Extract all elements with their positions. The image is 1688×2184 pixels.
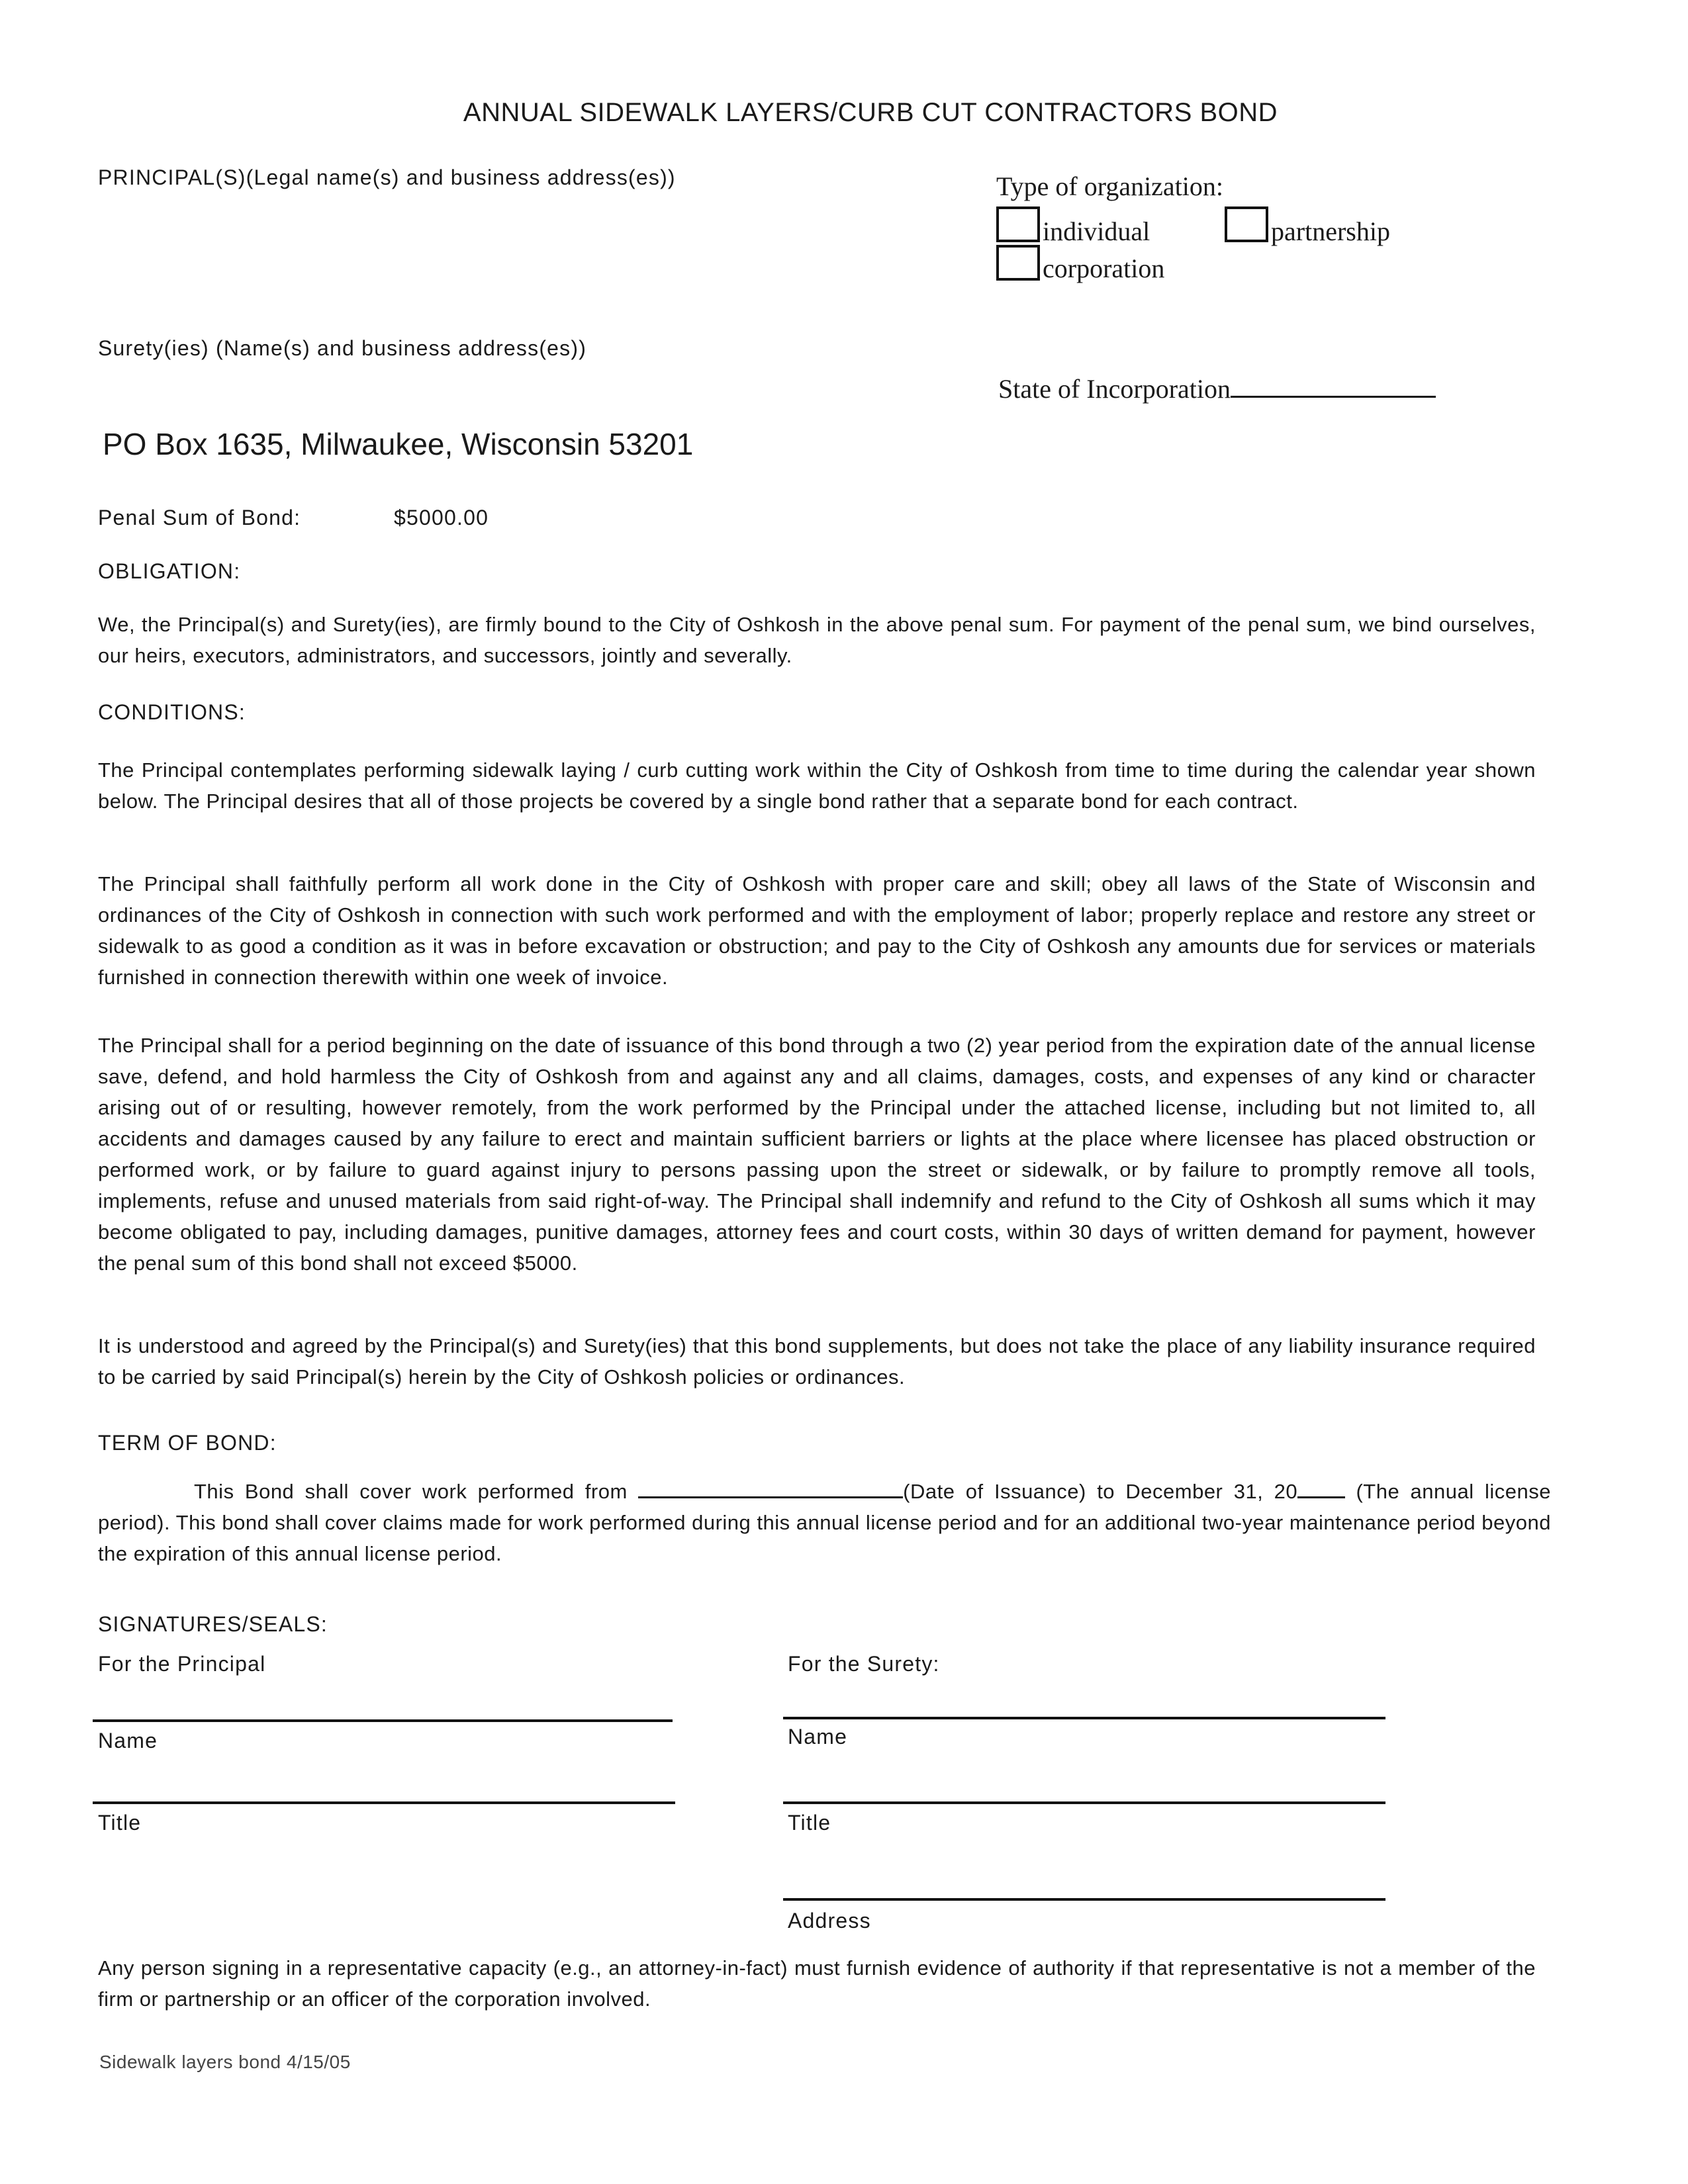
surety-title-line[interactable]	[783, 1801, 1385, 1804]
corporation-checkbox[interactable]	[996, 245, 1040, 281]
principal-title-label: Title	[98, 1811, 142, 1835]
partnership-label: partnership	[1271, 216, 1390, 246]
penal-sum-value: $5000.00	[394, 506, 489, 529]
surety-name-line[interactable]	[783, 1717, 1385, 1719]
conditions-paragraph-2: The Principal shall faithfully perform all work done in the City of Oshkosh with proper care and skill; obey all laws of the State of Wisconsin and ordinances of the City of Oshkosh in connection with such work performed and with the employment of labor; properly replace and restore any street or sidewalk to as good a condition as it was in before excavation or obstruction; and pay to the City of Oshkosh any amounts due for services or materials furnished in connection therewith within one week of invoice.	[98, 872, 1536, 989]
conditions-heading: CONDITIONS:	[98, 700, 246, 724]
org-type-heading: Type of organization:	[996, 171, 1224, 201]
term-text-2: (Date of Issuance) to December 31, 20	[903, 1480, 1298, 1503]
surety-address: PO Box 1635, Milwaukee, Wisconsin 53201	[103, 427, 694, 461]
signatures-heading: SIGNATURES/SEALS:	[98, 1612, 328, 1636]
conditions-paragraph-4: It is understood and agreed by the Principal(s) and Surety(ies) that this bond supplements, but does not take the place of any liability insurance required to be carried by said Principal(s) herein by the City of Oshkosh policies or ordinances.	[98, 1334, 1536, 1388]
surety-name-label: Name	[788, 1725, 848, 1749]
partnership-checkbox[interactable]	[1225, 206, 1268, 242]
principal-title-line[interactable]	[93, 1801, 675, 1804]
term-text-3: (The annual license period). This bond shall cover claims made for work performed during this annual license period and for an additional two-year maintenance period beyond the expiration of this annual license period.	[98, 1480, 1551, 1565]
footer-text: Sidewalk layers bond 4/15/05	[99, 2052, 351, 2072]
representative-note: Any person signing in a representative capacity (e.g., an attorney-in-fact) must furnish evidence of authority if that representative is not a member of the firm or partnership or an officer of the corporation involved.	[98, 1956, 1536, 2011]
surety-label: Surety(ies) (Name(s) and business address(es))	[98, 336, 587, 360]
surety-address-label: Address	[788, 1909, 871, 1933]
license-year-field[interactable]	[1297, 1496, 1345, 1498]
penal-sum-label: Penal Sum of Bond:	[98, 506, 301, 529]
obligation-text: We, the Principal(s) and Surety(ies), are firmly bound to the City of Oshkosh in the above penal sum. For payment of the penal sum, we bind ourselves, our heirs, executors, administrators, and successors, jointly and severally.	[98, 613, 1536, 667]
surety-title-label: Title	[788, 1811, 831, 1835]
obligation-heading: OBLIGATION:	[98, 559, 241, 583]
for-surety-label: For the Surety:	[788, 1652, 940, 1676]
state-of-incorporation	[998, 373, 1436, 404]
date-of-issuance-field[interactable]	[638, 1496, 903, 1498]
corporation-label: corporation	[1043, 253, 1165, 283]
term-heading: TERM OF BOND:	[98, 1431, 277, 1455]
conditions-paragraph-3: The Principal shall for a period beginning on the date of issuance of this bond through a two (2) year period from the expiration date of the annual license save, defend, and hold harmless the City of Oshkosh from and against any and all claims, damages, costs, and expenses of any kind or character arising out of or resulting, however remotely, from the work performed by the Principal under the attached license, including but not limited to, all accidents and damages caused by any failure to erect and maintain sufficient barriers or lights at the place where licensee has placed obstruction or performed work, or by failure to guard against injury to persons passing upon the street or sidewalk, or by failure to promptly remove all tools, implements, refuse and unused materials from said right-of-way. The Principal shall indemnify and refund to the City of Oshkosh all sums which it may become obligated to pay, including damages, punitive damages, attorney fees and court costs, within 30 days of written demand for payment, however the penal sum of this bond shall not exceed $5000.	[98, 1034, 1536, 1275]
term-text-1: This Bond shall cover work performed from	[194, 1480, 628, 1503]
state-of-incorporation-field[interactable]	[1231, 396, 1436, 398]
principal-name-label: Name	[98, 1729, 158, 1752]
term-paragraph	[98, 1476, 1551, 1569]
principal-name-line[interactable]	[93, 1719, 673, 1722]
principal-label: PRINCIPAL(S)(Legal name(s) and business address(es))	[98, 165, 676, 189]
individual-checkbox[interactable]	[996, 206, 1040, 242]
surety-address-line[interactable]	[783, 1898, 1385, 1901]
conditions-paragraph-1: The Principal contemplates performing sidewalk laying / curb cutting work within the City of Oshkosh from time to time during the calendar year shown below. The Principal desires that all of those projects be covered by a single bond rather that a separate bond for each contract.	[98, 758, 1536, 813]
form-title: ANNUAL SIDEWALK LAYERS/CURB CUT CONTRACTORS BOND	[463, 98, 1278, 127]
individual-label: individual	[1043, 216, 1150, 246]
for-principal-label: For the Principal	[98, 1652, 266, 1676]
state-of-incorporation-label: State of Incorporation	[998, 374, 1231, 404]
